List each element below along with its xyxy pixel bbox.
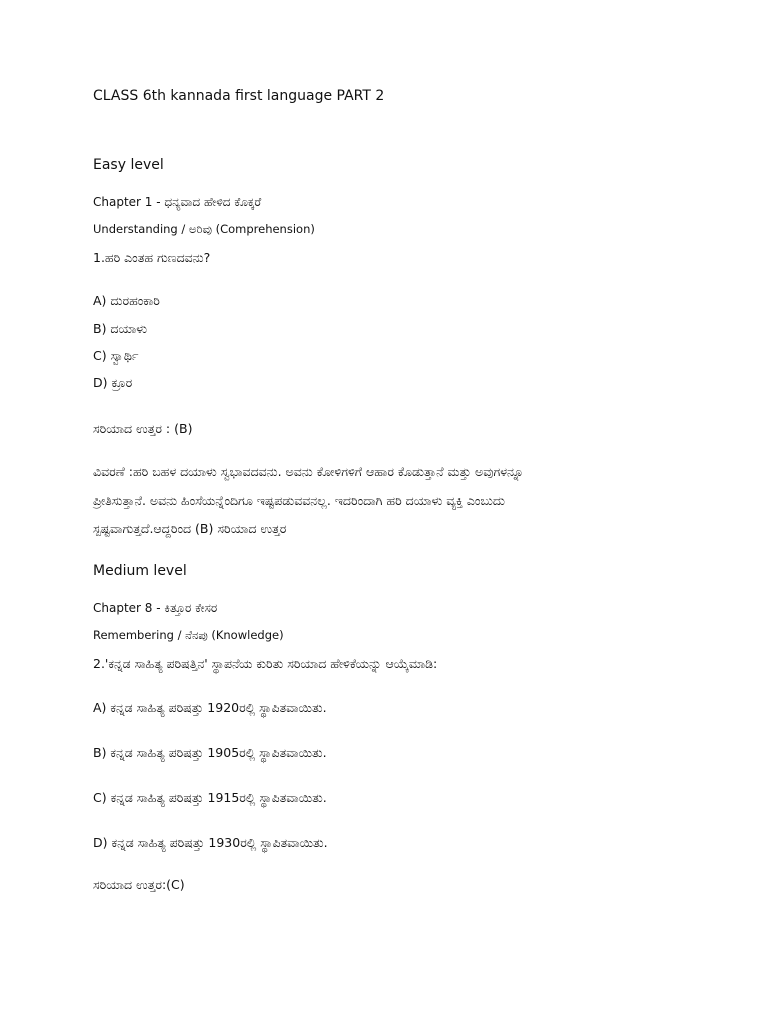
easy-option-a: A) ದುರಹಂಕಾರಿ	[93, 293, 160, 308]
easy-explanation-line-2: ಪ್ರೀತಿಸುತ್ತಾನೆ. ಅವನು ಹಿಂಸೆಯನ್ನೆಂದಿಗೂ ಇಷ್ಟಪಡುವವನಲ್ಲ. ಇದರಿಂದಾಗಿ ಹರಿ ದಯಾಳು ವ್ಯಕ್ತಿ ಎಂಬುದು	[93, 493, 505, 508]
easy-chapter-heading: Chapter 1 - ಧನ್ಯವಾದ ಹೇಳಿದ ಕೊಕ್ಕರೆ	[93, 195, 262, 209]
medium-option-b: B) ಕನ್ನಡ ಸಾಹಿತ್ಯ ಪರಿಷತ್ತು 1905ರಲ್ಲಿ ಸ್ಥಾಪಿತವಾಯಿತು.	[93, 745, 327, 760]
medium-answer: ಸರಿಯಾದ ಉತ್ತರ:(C)	[93, 877, 185, 892]
medium-option-a: A) ಕನ್ನಡ ಸಾಹಿತ್ಯ ಪರಿಷತ್ತು 1920ರಲ್ಲಿ ಸ್ಥಾಪಿತವಾಯಿತು.	[93, 700, 327, 715]
medium-chapter-heading: Chapter 8 - ಕಿತ್ತೂರ ಕೇಸರ	[93, 601, 218, 615]
medium-skill-label: Remembering / ನೆನಪು (Knowledge)	[93, 628, 284, 642]
medium-option-c: C) ಕನ್ನಡ ಸಾಹಿತ್ಯ ಪರಿಷತ್ತು 1915ರಲ್ಲಿ ಸ್ಥಾಪಿತವಾಯಿತು.	[93, 790, 327, 805]
easy-option-b: B) ದಯಾಳು	[93, 321, 148, 336]
document-title: CLASS 6th kannada first language PART 2	[93, 88, 385, 104]
easy-explanation-line-1: ವಿವರಣೆ :ಹರಿ ಬಹಳ ದಯಾಳು ಸ್ವಭಾವದವನು. ಅವನು ಕೋಳಿಗಳಿಗೆ ಆಹಾರ ಕೊಡುತ್ತಾನೆ ಮತ್ತು ಅವುಗಳನ್ನೂ	[93, 464, 524, 479]
easy-explanation-line-3: ಸ್ಪಷ್ಟವಾಗುತ್ತದೆ.ಆದ್ದರಿಂದ (B) ಸರಿಯಾದ ಉತ್ತರ	[93, 521, 287, 536]
easy-skill-label: Understanding / ಅರಿವು (Comprehension)	[93, 222, 315, 236]
medium-level-heading: Medium level	[93, 563, 187, 579]
easy-level-heading: Easy level	[93, 157, 164, 173]
easy-option-c: C) ಸ್ವಾರ್ಥಿ	[93, 348, 139, 363]
medium-option-d: D) ಕನ್ನಡ ಸಾಹಿತ್ಯ ಪರಿಷತ್ತು 1930ರಲ್ಲಿ ಸ್ಥಾಪಿತವಾಯಿತು.	[93, 835, 328, 850]
easy-question: 1.ಹರಿ ಎಂತಹ ಗುಣದವನು?	[93, 250, 211, 265]
easy-option-d: D) ಕ್ರೂರ	[93, 375, 133, 390]
easy-answer: ಸರಿಯಾದ ಉತ್ತರ : (B)	[93, 421, 193, 436]
medium-question: 2.'ಕನ್ನಡ ಸಾಹಿತ್ಯ ಪರಿಷತ್ತಿನ' ಸ್ಥಾಪನೆಯ ಕುರಿತು ಸರಿಯಾದ ಹೇಳಿಕೆಯನ್ನು ಆಯ್ಕೆಮಾಡಿ:	[93, 656, 438, 671]
